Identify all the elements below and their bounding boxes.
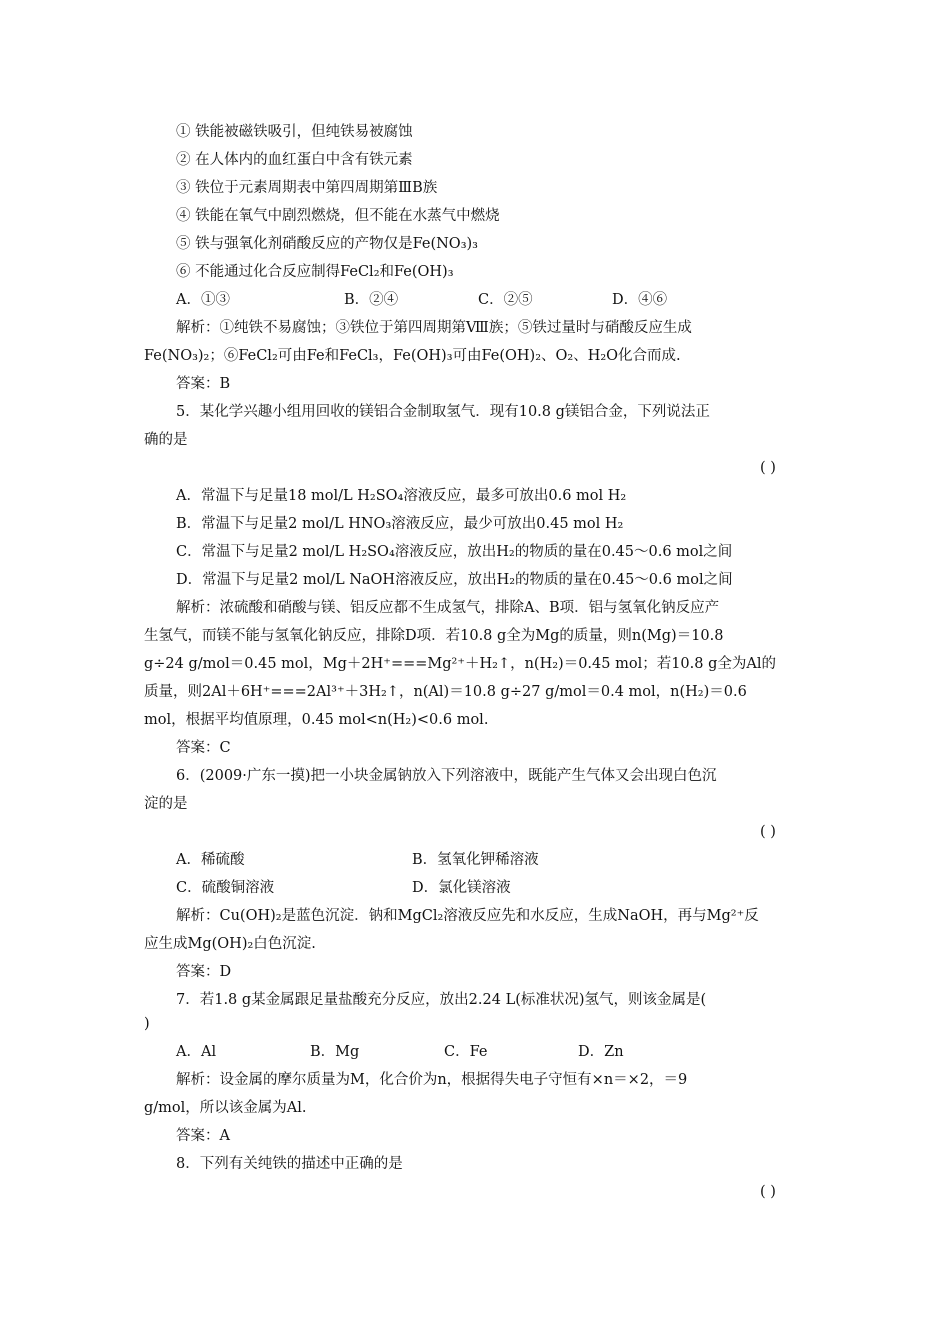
q5-analysis-line-1: 解析：浓硫酸和硝酸与镁、铝反应都不生成氢气，排除A、B项．铝与氢氧化钠反应产 (176, 600, 720, 616)
q5-analysis-line-5: mol，根据平均值原理，0.45 mol<n(H₂)<0.6 mol. (144, 712, 489, 728)
q6-analysis-line-2: 应生成Mg(OH)₂白色沉淀. (144, 936, 316, 952)
q5-stem-line-1: 5．某化学兴趣小组用回收的镁铝合金制取氢气．现有10.8 g镁铝合金，下列说法正 (176, 404, 710, 420)
statement-6: ⑥ 不能通过化合反应制得FeCl₂和Fe(OH)₃ (176, 264, 454, 280)
q5-stem-line-2: 确的是 (144, 432, 188, 448)
statement-3: ③ 铁位于元素周期表中第四周期第ⅢB族 (176, 180, 438, 196)
q8-answer-blank: ( ) (760, 1184, 776, 1200)
q7-option-b: B．Mg (310, 1044, 360, 1060)
q7-option-a: A．Al (176, 1044, 217, 1060)
q5-answer: 答案：C (176, 740, 231, 756)
q6-stem-line-2: 淀的是 (144, 796, 188, 812)
q5-answer-blank: ( ) (760, 460, 776, 476)
q7-stem-line-2: ) (144, 1016, 150, 1032)
q7-analysis-line-1: 解析：设金属的摩尔质量为M，化合价为n，根据得失电子守恒有×n＝×2，＝9 (176, 1072, 688, 1088)
q4-option-d: D．④⑥ (612, 292, 668, 308)
q5-analysis-line-4: 质量，则2Al＋6H⁺===2Al³⁺＋3H₂↑，n(Al)＝10.8 g÷27 g/mol＝0.4 mol，n(H₂)＝0.6 (144, 684, 747, 700)
q6-option-b: B．氢氧化钾稀溶液 (412, 852, 539, 868)
q4-option-a: A．①③ (176, 292, 230, 308)
statement-4: ④ 铁能在氧气中剧烈燃烧，但不能在水蒸气中燃烧 (176, 208, 500, 224)
statement-1: ① 铁能被磁铁吸引，但纯铁易被腐蚀 (176, 124, 413, 140)
q8-stem: 8．下列有关纯铁的描述中正确的是 (176, 1156, 403, 1172)
q5-analysis-line-2: 生氢气，而镁不能与氢氧化钠反应，排除D项．若10.8 g全为Mg的质量，则n(Mg)＝10.8 (144, 628, 724, 644)
statement-2: ② 在人体内的血红蛋白中含有铁元素 (176, 152, 413, 168)
q4-option-c: C．②⑤ (478, 292, 533, 308)
q7-stem-line-1: 7．若1.8 g某金属跟足量盐酸充分反应，放出2.24 L(标准状况)氢气，则该金属是( (176, 992, 707, 1008)
q6-stem-line-1: 6．(2009·广东一摸)把一小块金属钠放入下列溶液中，既能产生气体又会出现白色沉 (176, 768, 717, 784)
q6-answer: 答案：D (176, 964, 232, 980)
q5-analysis-line-3: g÷24 g/mol＝0.45 mol，Mg＋2H⁺===Mg²⁺＋H₂↑，n(H₂)＝0.45 mol；若10.8 g全为Al的 (144, 656, 776, 672)
q7-option-c: C．Fe (444, 1044, 488, 1060)
statement-5: ⑤ 铁与强氧化剂硝酸反应的产物仅是Fe(NO₃)₃ (176, 236, 478, 252)
q6-answer-blank: ( ) (760, 824, 776, 840)
q4-analysis-line-1: 解析：①纯铁不易腐蚀；③铁位于第四周期第Ⅷ族；⑤铁过量时与硝酸反应生成 (176, 320, 692, 336)
q7-answer: 答案：A (176, 1128, 230, 1144)
q7-option-d: D．Zn (578, 1044, 624, 1060)
q6-analysis-line-1: 解析：Cu(OH)₂是蓝色沉淀．钠和MgCl₂溶液反应先和水反应，生成NaOH，再与Mg²⁺反 (176, 908, 759, 924)
q4-analysis-line-2: Fe(NO₃)₂；⑥FeCl₂可由Fe和FeCl₃，Fe(OH)₃可由Fe(OH)₂、O₂、H₂O化合而成. (144, 348, 681, 364)
q6-option-a: A．稀硫酸 (176, 852, 245, 868)
q7-analysis-line-2: g/mol，所以该金属为Al. (144, 1100, 307, 1116)
q5-option-c: C．常温下与足量2 mol/L H₂SO₄溶液反应，放出H₂的物质的量在0.45～0.6 mol之间 (176, 544, 733, 560)
q6-option-c: C．硫酸铜溶液 (176, 880, 275, 896)
q5-option-d: D．常温下与足量2 mol/L NaOH溶液反应，放出H₂的物质的量在0.45～0.6 mol之间 (176, 572, 733, 588)
q5-option-a: A．常温下与足量18 mol/L H₂SO₄溶液反应，最多可放出0.6 mol H₂ (176, 488, 627, 504)
q6-option-d: D．氯化镁溶液 (412, 880, 511, 896)
q5-option-b: B．常温下与足量2 mol/L HNO₃溶液反应，最少可放出0.45 mol H₂ (176, 516, 624, 532)
q4-option-b: B．②④ (344, 292, 399, 308)
q4-answer: 答案：B (176, 376, 231, 392)
